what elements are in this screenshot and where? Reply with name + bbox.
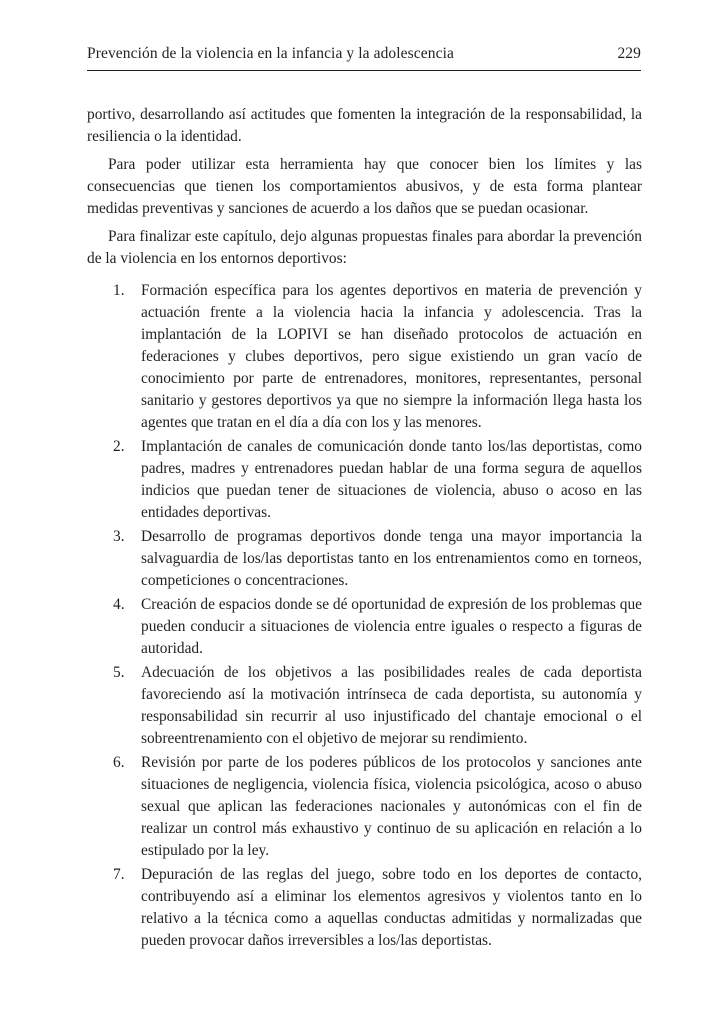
list-item-text: Creación de espacios donde se dé oportunidad de expresión de los problemas que pueden conducir a situaciones de violencia entre iguales o respecto a figuras de autoridad.	[141, 596, 642, 657]
list-item-number: 6.	[113, 754, 125, 771]
list-item	[87, 662, 642, 750]
paragraph-proposals-intro: Para finalizar este capítulo, dejo algunas propuestas finales para abordar la prevención de la violencia en los entornos deportivos:	[87, 228, 642, 267]
list-item-number: 2.	[113, 438, 125, 455]
list-item	[87, 864, 642, 952]
list-item-text: Depuración de las reglas del juego, sobre todo en los deportes de contacto, contribuyendo así a eliminar los elementos agresivos y violentos tanto en lo relativo a la técnica como a aquellas conductas admitidas y normalizadas que pueden provocar daños irreversibles a los/las deportistas.	[141, 866, 642, 949]
body-text	[87, 104, 642, 954]
list-item-text: Desarrollo de programas deportivos donde tenga una mayor importancia la salvaguardia de los/las deportistas tanto en los entrenamientos como en torneos, competiciones o concentraciones.	[141, 528, 642, 589]
list-item-number: 4.	[113, 596, 125, 613]
list-item	[87, 526, 642, 592]
list-item-number: 1.	[113, 282, 125, 299]
list-item-text: Revisión por parte de los poderes públicos de los protocolos y sanciones ante situaciones de negligencia, violencia física, violencia psicológica, acoso o abuso sexual que aplican las federaciones nacionales y autonómicas con el fin de realizar un control más exhaustivo y continuo de su aplicación en relación a lo estipulado por la ley.	[141, 754, 642, 859]
page-number: 229	[617, 45, 641, 62]
header-rule	[87, 70, 641, 71]
list-item-text: Formación específica para los agentes deportivos en materia de prevención y actuación frente a la violencia hacia la infancia y adolescencia. Tras la implantación de la LOPIVI se han diseñado protocolos de actuación en federaciones y clubes deportivos, pero sigue existiendo un gran vacío de conocimiento por parte de entrenadores, monitores, representantes, personal sanitario y gestores deportivos ya que no siempre la información llega hasta los agentes que tratan en el día a día con los y las menores.	[141, 282, 642, 431]
list-item	[87, 752, 642, 862]
paragraph-limits: Para poder utilizar esta herramienta hay que conocer bien los límites y las consecuencias que tienen los comportamientos abusivos, y de esta forma plantear medidas preventivas y sanciones de acuerdo a los daños que se puedan ocasionar.	[87, 156, 642, 217]
header-title: Prevención de la violencia en la infancia y la adolescencia	[87, 45, 454, 62]
paragraph-continuation: portivo, desarrollando así actitudes que fomenten la integración de la responsabilidad, la resiliencia o la identidad.	[87, 106, 642, 145]
list-item-number: 7.	[113, 866, 125, 883]
list-item	[87, 594, 642, 660]
list-item-number: 5.	[113, 664, 125, 681]
list-item	[87, 280, 642, 434]
running-header	[87, 44, 641, 68]
proposals-list	[87, 280, 642, 952]
list-item	[87, 436, 642, 524]
list-item-number: 3.	[113, 528, 125, 545]
list-item-text: Implantación de canales de comunicación donde tanto los/las deportistas, como padres, madres y entrenadores puedan hablar de una forma segura de aquellos indicios que puedan tener de situaciones de violencia, abuso o acoso en las entidades deportivas.	[141, 438, 642, 521]
list-item-text: Adecuación de los objetivos a las posibilidades reales de cada deportista favoreciendo así la motivación intrínseca de cada deportista, su autonomía y responsabilidad sin recurrir al uso injustificado del chantaje emocional o el sobreentrenamiento con el objetivo de mejorar su rendimiento.	[141, 664, 642, 747]
